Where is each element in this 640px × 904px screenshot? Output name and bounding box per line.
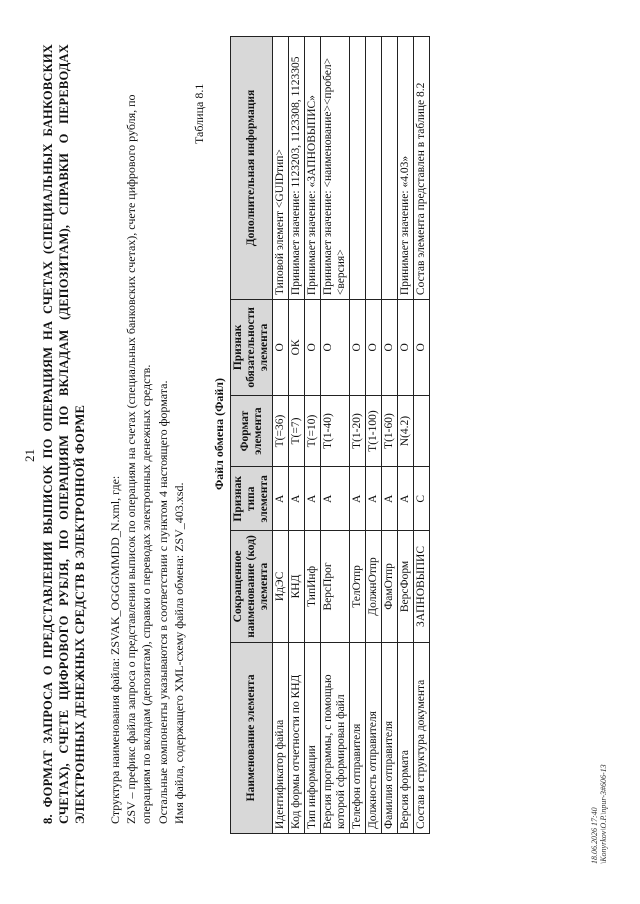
cell-element-code: ВерсПрог <box>321 531 350 643</box>
paragraph-other-components: Остальные компоненты указываются в соответствии с пунктом 4 настоящего формата. <box>156 380 170 824</box>
table-label: Таблица 8.1 <box>192 83 206 144</box>
cell-element-type: A <box>350 467 366 531</box>
cell-additional-info: Типовой элемент <GUIDтип> <box>273 37 289 300</box>
table-row <box>289 37 305 834</box>
cell-element-name: Фамилия отправителя <box>382 642 398 833</box>
cell-element-name: Код формы отчетности по КНД <box>289 642 305 833</box>
table-header-row <box>231 37 273 834</box>
cell-element-code: ТелОтпр <box>350 531 366 643</box>
cell-element-required: O <box>398 300 414 396</box>
cell-element-required: O <box>273 300 289 396</box>
header-element-type: Признак типа элемента <box>231 467 273 531</box>
cell-element-type: A <box>273 467 289 531</box>
table-row <box>382 37 398 834</box>
cell-element-name: Версия программы, с помощью которой сформирован файл <box>321 642 350 833</box>
cell-additional-info <box>366 37 382 300</box>
cell-element-name: Телефон отправителя <box>350 642 366 833</box>
cell-element-required: O <box>382 300 398 396</box>
cell-element-name: Тип информации <box>305 642 321 833</box>
header-element-required: Признак обязательности элемента <box>231 300 273 396</box>
table-body <box>273 37 430 834</box>
cell-element-type: A <box>382 467 398 531</box>
table-row <box>321 37 350 834</box>
cell-element-type: A <box>366 467 382 531</box>
cell-element-format: T(=10) <box>305 395 321 467</box>
table-row <box>305 37 321 834</box>
cell-element-required: O <box>350 300 366 396</box>
header-element-format: Формат элемента <box>231 395 273 467</box>
cell-element-required: O <box>305 300 321 396</box>
cell-element-type: A <box>321 467 350 531</box>
table-title: Файл обмена (Файл) <box>212 377 226 491</box>
header-additional-info: Дополнительная информация <box>231 37 273 300</box>
cell-additional-info: Принимает значение: 1123203, 1123308, 1123305 <box>289 37 305 300</box>
table-row <box>273 37 289 834</box>
cell-element-code: ТипИнф <box>305 531 321 643</box>
cell-additional-info: Состав элемента представлен в таблице 8.2 <box>414 37 430 300</box>
cell-additional-info <box>382 37 398 300</box>
stamp-path: \Konyrkov\O.P.\npur-3#606-13 <box>599 764 608 864</box>
cell-element-type: A <box>289 467 305 531</box>
cell-element-required: O <box>321 300 350 396</box>
section-heading: 8. ФОРМАТ ЗАПРОСА О ПРЕДСТАВЛЕНИИ ВЫПИСОК ПО ОПЕРАЦИЯМ НА СЧЕТАХ (СПЕЦИАЛЬНЫХ БАНКОВСКИХ СЧЕТАХ), СЧЕТЕ ЦИФРОВОГО РУБЛЯ, ПО ОПЕРАЦИЯМ ПО ВКЛАДАМ (ДЕПОЗИТАМ), СПРАВКИ О ПЕРЕВОДАХ ЭЛЕКТРОННЫХ ДЕНЕЖНЫХ СРЕДСТВ В ЭЛЕКТРОННОЙ ФОРМЕ <box>41 44 87 824</box>
table-row <box>350 37 366 834</box>
cell-element-name: Должность отправителя <box>366 642 382 833</box>
table-row <box>366 37 382 834</box>
cell-additional-info: Принимает значение: <наименование><пробел><версия> <box>321 37 350 300</box>
cell-element-type: C <box>414 467 430 531</box>
table-row <box>414 37 430 834</box>
cell-element-format: T(1-20) <box>350 395 366 467</box>
cell-element-format: T(=7) <box>289 395 305 467</box>
cell-element-format: T(=36) <box>273 395 289 467</box>
cell-element-format: T(1-60) <box>382 395 398 467</box>
paragraph-prefix-description: ZSV – префикс файла запроса о представлении выписок по операциям на счетах (специальных банковских счетах), счете цифрового рубля, по операциям по вкладам (депозитам), справки о переводах электронных денежных средств. <box>124 94 153 824</box>
header-element-name: Наименование элемента <box>231 642 273 833</box>
cell-element-code: ДолжнОтпр <box>366 531 382 643</box>
cell-additional-info <box>350 37 366 300</box>
cell-element-required: O <box>414 300 430 396</box>
page-number: 21 <box>22 449 37 462</box>
paragraph-xsd-name: Имя файла, содержащего XML-схему файла обмена: ZSV_403.xsd. <box>172 482 186 824</box>
cell-element-name: Версия формата <box>398 642 414 833</box>
stamp-date: 18.06.2026 17:40 <box>590 807 599 864</box>
cell-element-type: A <box>398 467 414 531</box>
cell-element-format: T(1-40) <box>321 395 350 467</box>
cell-element-format <box>414 395 430 467</box>
cell-element-code: ВерсФорм <box>398 531 414 643</box>
cell-element-code: ФамОтпр <box>382 531 398 643</box>
exchange-file-table <box>230 36 430 834</box>
cell-element-type: A <box>305 467 321 531</box>
cell-element-name: Состав и структура документа <box>414 642 430 833</box>
cell-element-code: ЗАПНОВЫПИС <box>414 531 430 643</box>
cell-element-name: Идентификатор файла <box>273 642 289 833</box>
table-row <box>398 37 414 834</box>
cell-additional-info: Принимает значение: «ЗАПНОВЫПИС» <box>305 37 321 300</box>
cell-additional-info: Принимает значение: «4.03» <box>398 37 414 300</box>
print-stamp <box>590 764 608 864</box>
cell-element-format: T(1-100) <box>366 395 382 467</box>
header-element-code: Сокращенное наименование (код) элемента <box>231 531 273 643</box>
cell-element-code: КНД <box>289 531 305 643</box>
cell-element-format: N(4.2) <box>398 395 414 467</box>
cell-element-required: O <box>366 300 382 396</box>
cell-element-required: ОК <box>289 300 305 396</box>
cell-element-code: ИдЭС <box>273 531 289 643</box>
paragraph-file-name-structure: Структура наименования файла: ZSVAK_OGGGMMDD_N.xml, где: <box>108 475 122 824</box>
